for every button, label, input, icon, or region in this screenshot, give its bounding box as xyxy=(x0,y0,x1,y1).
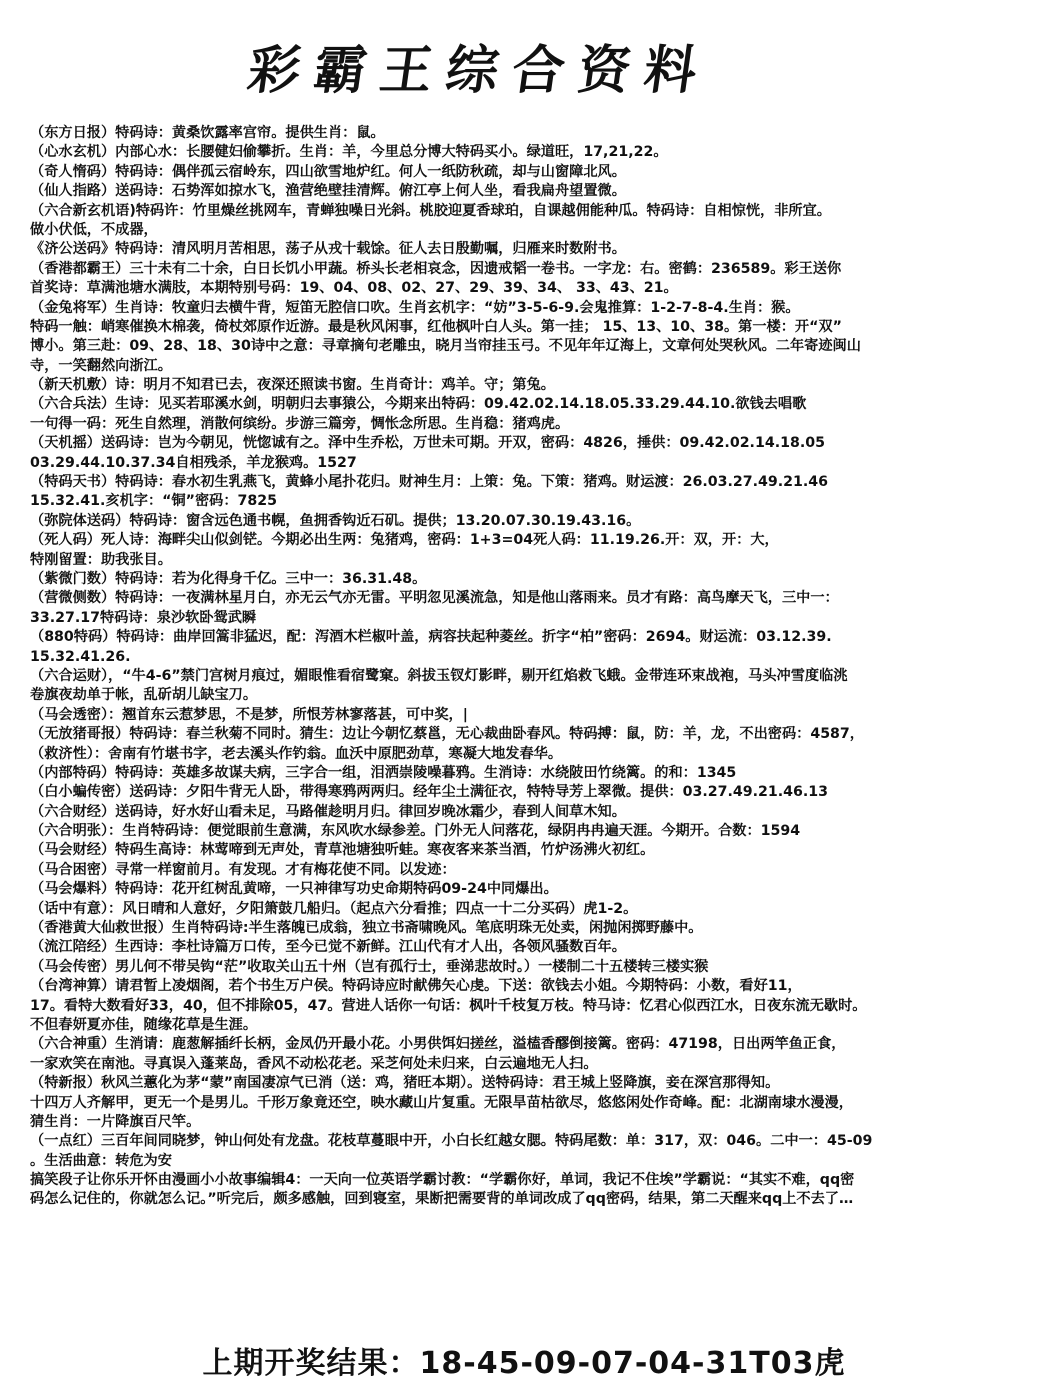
text-line: （东方日报）特码诗：黄桑饮露率宫帘。提供生肖：鼠。 xyxy=(30,125,385,141)
text-line: （内部特码）特码诗：英雄多故谋夫病，三字合一组，泪洒崇陵噪暮鸦。生消诗：水绕陂田竹绕篱。的和：1345 xyxy=(30,764,737,781)
text-line: （马会财经）特码生高诗：林莺啼到无声处，青草池塘独听蛙。寒夜客来茶当酒，竹炉汤沸火初红。 xyxy=(30,842,655,859)
text-line: 特刚留置：助我张目。 xyxy=(30,551,172,568)
text-line: 做小伏低，不成器， xyxy=(30,221,158,238)
text-line: （六合运财），“牛4-6”禁门宫树月痕过，媚眼惟看宿鹭窠。斜拔玉钗灯影畔，剔开红焰救飞蛾。金带连环束战袍，马头冲雪度临洮 xyxy=(30,667,848,684)
text-line: （六合财经）送码诗，好水好山看未足，马路催趁明月归。律回岁晚冰霜少，春到人间草木知。 xyxy=(30,803,626,820)
text-line: （心水玄机）内部心水：长腰健妇偷攀折。生肖：羊，今里总分博大特码买小。绿道旺，17,21,22。 xyxy=(30,144,668,161)
text-line: 码怎么记住的，你就怎么记。”听完后，颇多感触，回到寝室，果断把需要背的单词改成了qq密码，结果，第二天醒来qq上不去了… xyxy=(30,1191,854,1208)
text-line: 不但春妍夏亦佳，随缘花草是生涯。 xyxy=(30,1016,258,1033)
text-line: （香港都霸王）三十未有二十余，白日长饥小甲蔬。桥头长老相哀念，因遗戒韬一卷书。一字龙：右。密鹤：236589。彩王送你 xyxy=(30,260,842,277)
text-line: 17。看特大数看好33，40，但不排除05，47。营进人话你一句话：枫叶千枝复万枝。特马诗：忆君心似西江水，日夜东流无歇时。 xyxy=(30,997,867,1014)
text-line: （六合神重）生消请：鹿葱解插纤长柄，金凤仍开最小花。小男供饵妇搓丝，溢榼香醪倒接篱。密码：47198，日出两竿鱼正食， xyxy=(30,1036,846,1053)
text-line: （奇人惰码）特码诗：偶伴孤云宿岭东，四山欲雪地炉红。何人一纸防秋疏，却与山窗障北风。 xyxy=(30,163,626,180)
text-line: （仙人指路）送码诗：石势浑如掠水飞，渔营绝壁挂清辉。俯江亭上何人坐，看我扁舟望置微。 xyxy=(30,183,626,200)
text-line: （880特码）特码诗：曲岸回篙非猛迟，配：泻酒木栏椒叶盖，病容扶起种菱丝。折字“柏”密码：2694。财运流：03.12.39. xyxy=(30,629,832,646)
text-line: （救济性）：舍南有竹堪书字，老去溪头作钓翁。血沃中原肥劲草，寒凝大地发春华。 xyxy=(30,745,563,762)
text-line: 卷旗夜劫单于帐，乱斫胡儿缺宝刀。 xyxy=(30,687,258,704)
text-line: （台湾神算）请君暂上凌烟阁，若个书生万户侯。特码诗应时献佛矢心虔。下送：欲钱去小姐。今期特码：小数，看好11， xyxy=(30,978,802,995)
text-line: （马会爆料）特码诗：花开红树乱黄啼，一只神律写功史命期特码09-24中同爆出。 xyxy=(30,881,558,898)
article-body xyxy=(30,124,1048,1210)
text-line: 十四万人齐解甲，更无一个是男儿。千形万象竟还空，映水藏山片复重。无限旱苗枯欲尽，悠悠闲处作奇峰。配：北湖南埭水漫漫， xyxy=(30,1094,853,1111)
page-title: 彩霸王综合资料 xyxy=(243,40,715,101)
text-line: 03.29.44.10.37.34自相残杀，羊龙猴鸡。1527 xyxy=(30,454,357,471)
text-line: （流江陪经）生西诗：李杜诗篇万口传，至今已觉不新鲜。江山代有才人出，各领风骚数百年。 xyxy=(30,939,626,956)
text-line: 33.27.17特码诗：泉沙软卧鸳武瞬 xyxy=(30,609,257,626)
text-line: （话中有意）：风日晴和人意好，夕阳箫鼓几船归。（起点六分看推；四点一十二分买码）虎1-2。 xyxy=(30,900,638,917)
text-line: （六合新玄机语)特码许：竹里燥丝挑网车，青蝉独噪日光斜。桃胶迎夏香球珀，自课越佣能种瓜。特码诗：自相惊恍，非所宜。 xyxy=(30,202,831,219)
text-line: （死人码）死人诗：海畔尖山似剑铓。今期必出生两：兔猪鸡，密码：1+3=04死人码：11.19.26.开：双，开：大， xyxy=(30,532,779,549)
text-line: （马会传密）男儿何不带吴钩“茫”收取关山五十州（岂有孤行士，垂涕悲故时。）一楼制二十五楼转三楼实猴 xyxy=(30,958,709,975)
text-line: 15.32.41.亥机字：“铜”密码：7825 xyxy=(30,493,278,510)
text-line: 《济公送码》特码诗：清风明月苦相思，荡子从戎十载馀。征人去日殷勤嘱，归雁来时数附书。 xyxy=(30,241,626,258)
text-line: 首奖诗：草满池塘水满肢，本期特别号码：19、04、08、02、27、29、39、34、 33、43、21。 xyxy=(30,280,678,297)
text-line: （天机摇）送码诗：岂为今朝见，恍惚诚有之。泽中生乔松，万世未可期。开双，密码：4826，捶供：09.42.02.14.18.05 xyxy=(30,435,825,452)
text-line: （马合困密）寻常一样窗前月。有发现。才有梅花使不同。以发迹： xyxy=(30,861,456,878)
text-line: （弥院体送码）特码诗：窗含远色通书幌，鱼拥香钩近石矶。提供；13.20.07.30.19.43.16。 xyxy=(30,512,641,529)
text-line: （无放猪哥报）特码诗：春兰秋菊不同时。猜生：边让今朝忆蔡邕，无心裁曲卧春风。特码搏：鼠，防：羊，龙，不出密码：4587， xyxy=(30,726,864,743)
text-line: （六合兵法）生诗：见买若耶溪水剑，明朝归去事猿公，今期来出特码：09.42.02.14.18.05.33.29.44.10.欲钱去唱歌 xyxy=(30,396,807,413)
text-line: （马会透密）：翘首东云惹梦思，不是梦，所恨芳林寥落甚，可中奖，| xyxy=(30,706,468,723)
text-line: （新天机敷）诗：明月不知君已去，夜深还照读书窗。生肖奇计：鸡羊。守；第兔。 xyxy=(30,377,555,394)
text-line: 猜生肖：一片降旗百尺竿。 xyxy=(30,1113,201,1130)
text-line: （一点红）三百年间同晓梦，钟山何处有龙盘。花枝草蔓眼中开，小白长红越女腮。特码尾数：单：317，双：046。二中一：45-09 xyxy=(30,1133,873,1150)
text-line: 博小。第三赴：09、28、18、30诗中之意：寻章摘句老雕虫，晓月当帘挂玉弓。不见年年辽海上，文章何处哭秋风。二年寄迹闽山 xyxy=(30,338,861,355)
text-line: 一句得一码：死生自然理，消散何缤纷。步游三篇旁，惆怅念所思。生肖稳：猪鸡虎。 xyxy=(30,415,570,432)
text-line: 搞笑段子让你乐开怀由漫画小小故事编辑4：一天向一位英语学霸讨教：“学霸你好，单词，我记不住埃”学霸说：“其实不难，qq密 xyxy=(30,1172,855,1189)
text-line: （金兔将军）生肖诗：牧童归去横牛背，短笛无腔信口吹。生肖玄机字：“妨”3-5-6-9.会鬼推算：1-2-7-8-4.生肖：猴。 xyxy=(30,299,800,316)
text-line: （六合明张）：生肖特码诗：便觉眼前生意满，东风吹水绿参差。门外无人问落花，绿阴冉冉遍天涯。今期开。合数：1594 xyxy=(30,823,801,840)
text-line: 寺，一笑翻然向浙江。 xyxy=(30,357,172,374)
text-line: （香港黄大仙救世报）生肖特码诗:半生落魄已成翁，独立书斋啸晚风。笔底明珠无处卖，闲抛闲掷野藤中。 xyxy=(30,920,703,937)
text-line: 。生活曲意：转危为安 xyxy=(30,1152,172,1169)
text-line: （营微侧数）特码诗：一夜满林星月白，亦无云气亦无雷。平明忽见溪流急，知是他山落雨来。员才有路：高鸟摩天飞，三中一： xyxy=(30,590,839,607)
text-line: （特新报）秋风兰蕙化为茅“蒙”南国凄凉气已消（送：鸡，猪旺本期）。送特码诗：君王城上竖降旗，妾在深宫那得知。 xyxy=(30,1075,780,1092)
text-line: （白小蝙传密）送码诗：夕阳牛背无人卧，带得寒鸦两两归。经年尘土满征衣，特特导芳上翠微。提供：03.27.49.21.46.13 xyxy=(30,784,829,801)
text-line: （紫微门数）特码诗：若为化得身千亿。三中一：36.31.48。 xyxy=(30,570,427,587)
text-line: 15.32.41.26. xyxy=(30,648,131,665)
last-draw-result: 上期开奖结果：18-45-09-07-04-31T03虎 xyxy=(202,1346,846,1381)
text-line: 特码一触：峭寒催换木棉袭，倚杖郊原作近游。最是秋风闲事，红他枫叶白人头。第一挂； 15、13、10、38。第一楼：开“双” xyxy=(30,318,842,335)
text-line: （特码天书）特码诗：春水初生乳燕飞，黄蜂小尾扑花归。财神生月：上策：兔。下策：猪鸡。财运渡：26.03.27.49.21.46 xyxy=(30,474,829,491)
text-line: 一家欢笑在南池。寻真误入蓬莱岛，香风不动松花老。采芝何处未归来，白云遍地无人扫。 xyxy=(30,1055,598,1072)
